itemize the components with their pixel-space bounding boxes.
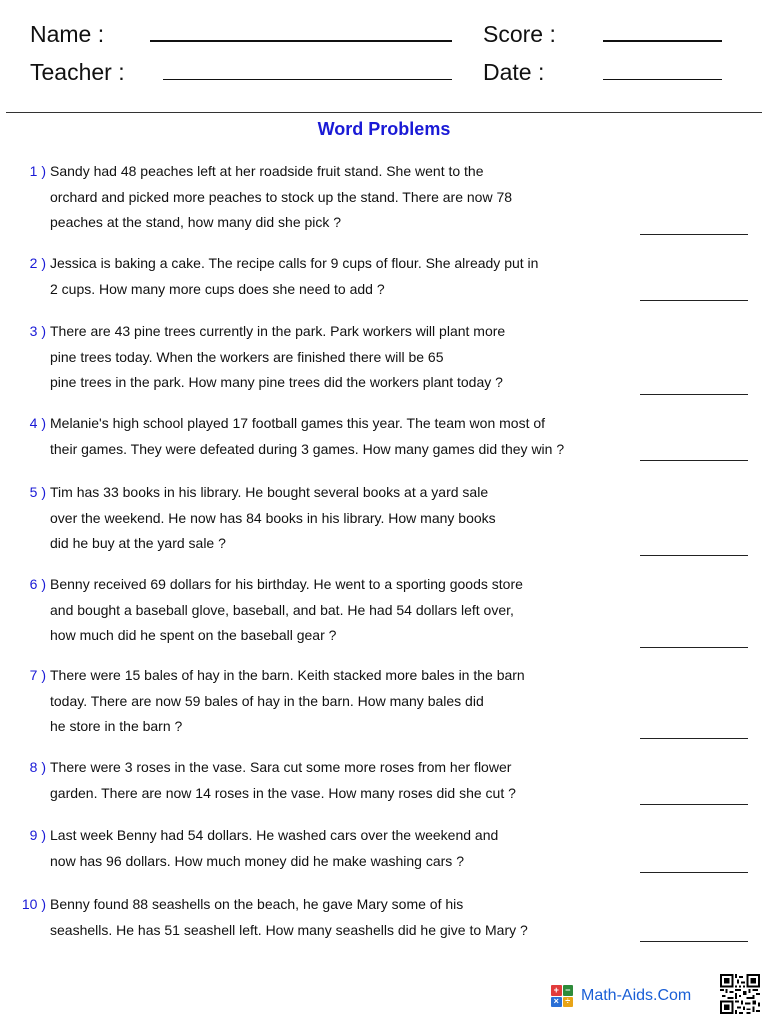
problem-text-line: garden. There are now 14 roses in the vase. How many roses did she cut ?: [50, 784, 516, 801]
problem-text-line: and bought a baseball glove, baseball, and bat. He had 54 dollars left over,: [50, 601, 514, 618]
problem-text-line: seashells. He has 51 seashell left. How many seashells did he give to Mary ?: [50, 921, 528, 938]
problem-text: [50, 572, 523, 649]
header-divider: [6, 112, 762, 113]
teacher-label: Teacher :: [30, 59, 125, 85]
problem-text-line: Melanie's high school played 17 football games this year. The team won most of: [50, 415, 546, 431]
problem-text-line: Tim has 33 books in his library. He bought several books at a yard sale: [50, 484, 489, 500]
problem-text-line: peaches at the stand, how many did she pick ?: [50, 214, 342, 230]
problem-text-line: Last week Benny had 54 dollars. He washed cars over the weekend and: [50, 827, 499, 843]
answer-blank[interactable]: [640, 872, 748, 873]
problem-text: [50, 251, 538, 302]
problem-text-line: pine trees in the park. How many pine trees did the workers plant today ?: [50, 374, 503, 390]
problem-text-line: pine trees today. When the workers are finished there will be 65: [50, 348, 444, 365]
answer-blank[interactable]: [640, 234, 748, 235]
problem-number: 1 ): [29, 163, 46, 179]
answer-blank[interactable]: [640, 300, 748, 301]
problem-text-line: Benny found 88 seashells on the beach, he gave Mary some of his: [50, 896, 464, 912]
answer-blank[interactable]: [640, 555, 748, 556]
footer-brand: [551, 984, 691, 1008]
problem-text: [50, 159, 512, 236]
brand-text: Math-Aids.Com: [581, 987, 692, 1004]
problem-text-line: There were 3 roses in the vase. Sara cut some more roses from her flower: [50, 759, 512, 775]
answer-blank[interactable]: [640, 394, 748, 395]
problem-text-line: There were 15 bales of hay in the barn. Keith stacked more bales in the barn: [50, 667, 525, 683]
score-label: Score :: [483, 21, 556, 47]
problem-text-line: their games. They were defeated during 3 games. How many games did they win ?: [50, 440, 565, 457]
answer-blank[interactable]: [640, 738, 748, 739]
problem-number: 2 ): [29, 255, 46, 271]
problem-number: 5 ): [29, 484, 46, 500]
problem-text-line: how much did he spent on the baseball gear ?: [50, 627, 337, 643]
problem-number: 9 ): [29, 827, 46, 843]
problem-text-line: over the weekend. He now has 84 books in his library. How many books: [50, 509, 496, 526]
problem-text-line: he store in the barn ?: [50, 718, 183, 734]
date-field[interactable]: [603, 79, 722, 80]
calculator-icon: + − × ÷: [551, 985, 573, 1007]
problem-text: [50, 823, 498, 874]
problem-number: 6 ): [29, 576, 46, 592]
problem-number: 7 ): [29, 667, 46, 683]
answer-blank[interactable]: [640, 647, 748, 648]
problem-text: [50, 319, 505, 396]
name-label: Name :: [30, 21, 105, 47]
problem-text-line: today. There are now 59 bales of hay in the barn. How many bales did: [50, 692, 484, 709]
problem-text-line: 2 cups. How many more cups does she need to add ?: [50, 280, 385, 297]
problem-text-line: orchard and picked more peaches to stock up the stand. There are now 78: [50, 188, 513, 205]
name-field[interactable]: [150, 40, 452, 42]
answer-blank[interactable]: [640, 804, 748, 805]
problem-number: 3 ): [29, 323, 46, 339]
problem-text: [50, 892, 528, 943]
date-label: Date :: [483, 59, 545, 85]
problem-text: [50, 663, 525, 740]
problem-text: [50, 755, 516, 806]
score-field[interactable]: [603, 40, 722, 42]
problem-text: [50, 411, 564, 462]
answer-blank[interactable]: [640, 460, 748, 461]
problem-text: [50, 480, 496, 557]
problem-number: 4 ): [29, 415, 46, 431]
problem-number: 10 ): [21, 896, 46, 912]
problem-text-line: Benny received 69 dollars for his birthday. He went to a sporting goods store: [50, 576, 523, 592]
problem-number: 8 ): [29, 759, 46, 775]
problem-text-line: Sandy had 48 peaches left at her roadside fruit stand. She went to the: [50, 163, 484, 179]
problem-text-line: There are 43 pine trees currently in the park. Park workers will plant more: [50, 323, 506, 339]
worksheet-title: Word Problems: [317, 119, 451, 139]
problem-text-line: now has 96 dollars. How much money did he make washing cars ?: [50, 852, 464, 869]
problem-text-line: did he buy at the yard sale ?: [50, 535, 226, 551]
teacher-field[interactable]: [163, 79, 452, 80]
answer-blank[interactable]: [640, 941, 748, 942]
qr-code-icon: [720, 974, 760, 1014]
problem-text-line: Jessica is baking a cake. The recipe calls for 9 cups of flour. She already put in: [50, 255, 539, 271]
